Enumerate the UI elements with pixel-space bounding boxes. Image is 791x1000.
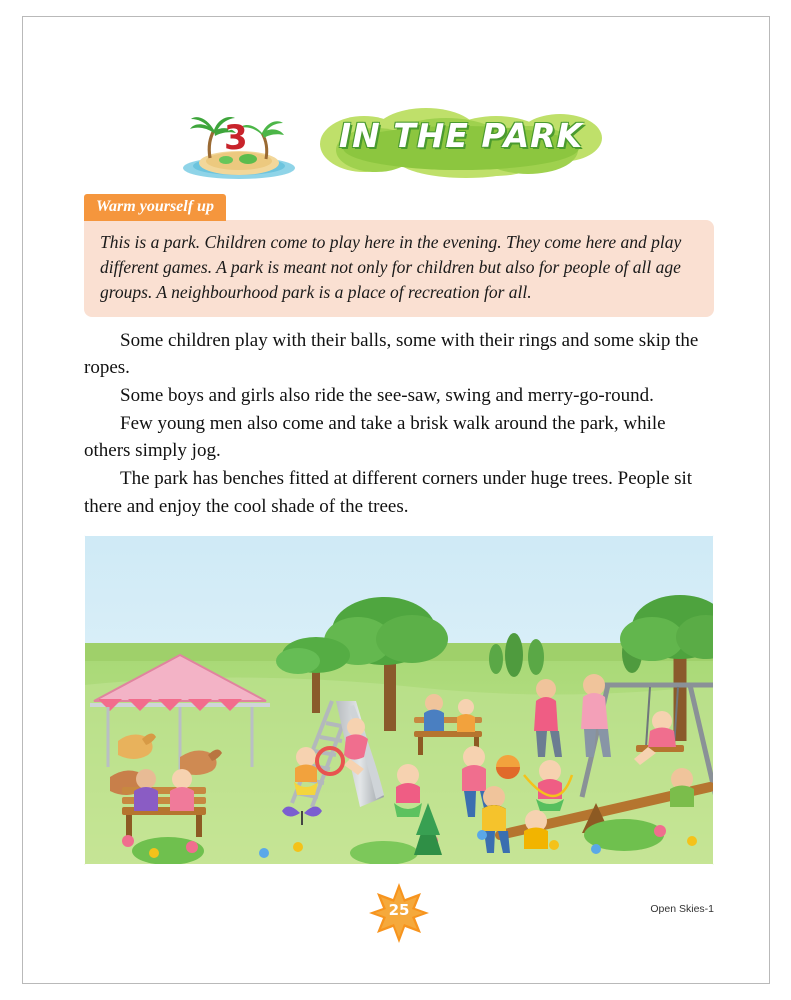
warm-up-section [84,194,714,317]
paragraph: Few young men also come and take a brisk walk around the park, while others simply jog. [84,412,666,462]
page-title: IN THE PARK [338,116,584,155]
paragraph: Some boys and girls also ride the see-saw, swing and merry-go-round. [120,385,654,406]
warm-up-text: This is a park. Children come to play here in the evening. They come here and play different games. A park is meant not only for children but also for people of all age groups. A neighbourhood park is a place of recreation for all. [100,232,682,302]
paragraph: Some children play with their balls, some with their rings and some skip the ropes. [84,329,699,379]
chapter-number: 3 [224,118,248,158]
park-illustration-graphic [84,535,714,865]
chapter-header [84,96,714,188]
park-illustration [84,535,714,865]
book-name: Open Skies-1 [650,902,714,915]
page-number: 25 [388,900,410,919]
page-content [84,96,714,925]
paragraph: The park has benches fitted at different corners under huge trees. People sit there and enjoy the cool shade of the trees. [84,468,693,517]
warm-up-body [84,220,714,317]
warm-up-label: Warm yourself up [84,194,226,221]
page-footer [84,881,714,925]
body-text [84,327,714,521]
